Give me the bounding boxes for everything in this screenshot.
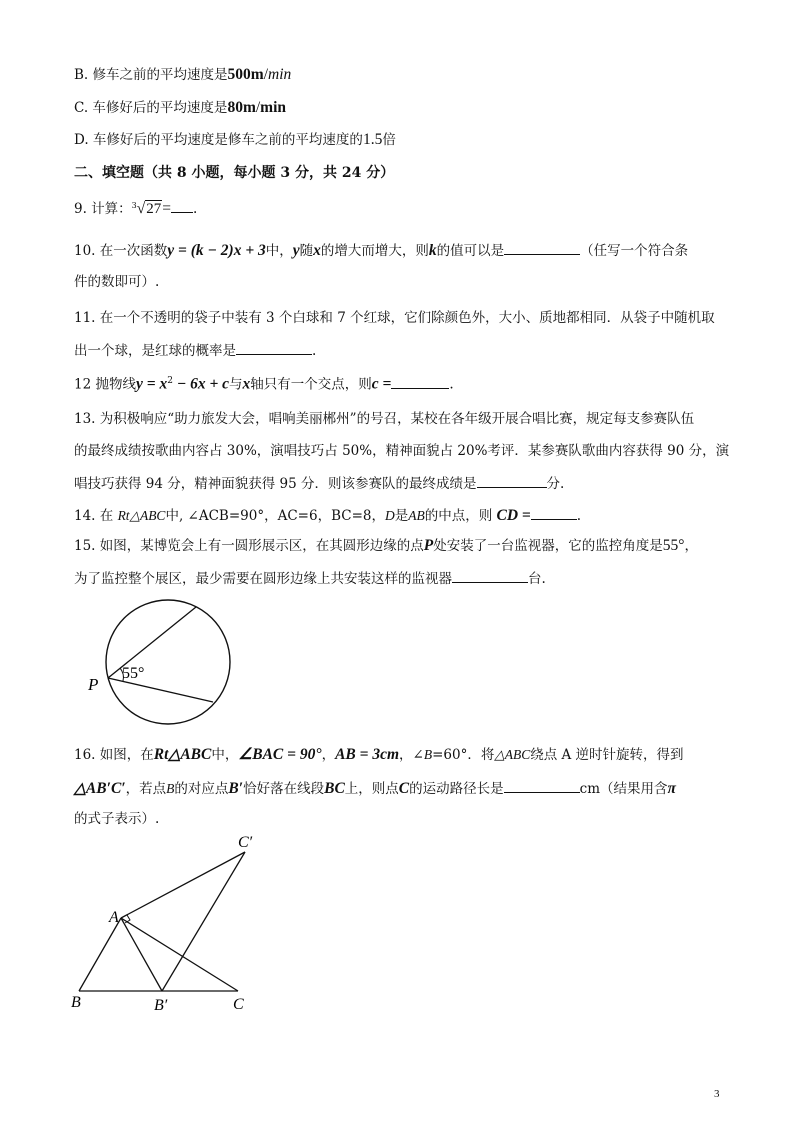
answer-blank[interactable] bbox=[171, 198, 193, 213]
question-12: 12 抛物线$y = x^2 - 6x + c$与x轴只有一个交点，则c = . bbox=[74, 375, 454, 393]
label-b-prime: B′ bbox=[154, 997, 168, 1014]
angle-label: 55° bbox=[122, 665, 145, 682]
question-15: 15. 如图，某博览会上有一圆形展示区，在其圆形边缘的点P处安装了一台监视器，它的监控角度是55°， bbox=[74, 537, 698, 554]
question-13-line2: 的最终成绩按歌曲内容占 30%，演唱技巧占 50%，精神面貌占 20%考评．某参赛队歌曲内容获得 90 分，演 bbox=[74, 443, 730, 459]
figure-15-circle bbox=[80, 596, 240, 726]
question-13-line3: 唱技巧获得 94 分，精神面貌获得 95 分．则该参赛队的最终成绩是 分. bbox=[74, 473, 564, 493]
question-10: 10. 在一次函数y = (k − 2)x + 3中，y随x的增大而增大，则k的值可以是 （任写一个符合条 bbox=[74, 242, 689, 259]
option-c: C. 车修好后的平均速度是80m/min bbox=[74, 99, 287, 116]
question-14: 14. 在 Rt△ABC中, ∠ACB=90°，AC=6，BC=8，D是AB的中点，则 CD = . bbox=[74, 507, 582, 524]
label-c: C bbox=[233, 996, 244, 1013]
question-15-line2: 为了监控整个展区，最少需要在圆形边缘上共安装这样的监视器 台. bbox=[74, 568, 546, 588]
exhibition-circle bbox=[106, 600, 230, 724]
question-16: 16. 如图，在Rt△ABC中，∠BAC = 90°，AB = 3cm，∠B=60°．将△ABC绕点 A 逆时针旋转，得到 bbox=[74, 746, 684, 763]
segment-ab bbox=[79, 918, 121, 991]
figure-16-rotation bbox=[66, 830, 266, 1016]
answer-blank[interactable] bbox=[236, 340, 312, 355]
question-10-line2: 件的数即可）. bbox=[74, 274, 160, 290]
option-b: B. 修车之前的平均速度是500m/min bbox=[74, 66, 292, 83]
answer-blank[interactable] bbox=[452, 568, 528, 583]
answer-blank[interactable] bbox=[477, 473, 547, 488]
answer-blank[interactable] bbox=[391, 374, 449, 389]
answer-blank[interactable] bbox=[504, 240, 580, 255]
segment-ab-prime bbox=[121, 918, 162, 991]
question-9: 9. 计算：$^3$√27= . bbox=[74, 200, 198, 217]
question-16-line3: 的式子表示）. bbox=[74, 811, 160, 827]
question-13: 13. 为积极响应“助力旅发大会，唱响美丽郴州”的号召，某校在各年级开展合唱比赛，规定每支参赛队伍 bbox=[74, 411, 695, 427]
label-b: B bbox=[71, 994, 81, 1011]
label-a: A bbox=[109, 909, 119, 926]
label-c-prime: C′ bbox=[238, 834, 253, 851]
segment-ac bbox=[121, 918, 238, 991]
section-title: 二、填空题（共 8 小题，每小题 3 分，共 24 分） bbox=[74, 165, 395, 181]
question-11-line2: 出一个球，是红球的概率是 . bbox=[74, 340, 316, 360]
page-number: 3 bbox=[714, 1088, 720, 1100]
answer-blank[interactable] bbox=[531, 505, 577, 520]
point-p-label: P bbox=[88, 675, 99, 694]
option-d: D. 车修好后的平均速度是修车之前的平均速度的1.5倍 bbox=[74, 131, 396, 148]
question-16-line2: △AB′C′，若点B的对应点B′恰好落在线段BC上，则点C的运动路径长是 cm（结果用含π bbox=[74, 780, 676, 797]
segment-ac-prime bbox=[121, 852, 245, 918]
answer-blank[interactable] bbox=[504, 778, 580, 793]
cube-root: $^3$√27 bbox=[131, 200, 162, 217]
question-11: 11. 在一个不透明的袋子中装有 3 个白球和 7 个红球，它们除颜色外，大小、质地都相同．从袋子中随机取 bbox=[74, 310, 715, 326]
